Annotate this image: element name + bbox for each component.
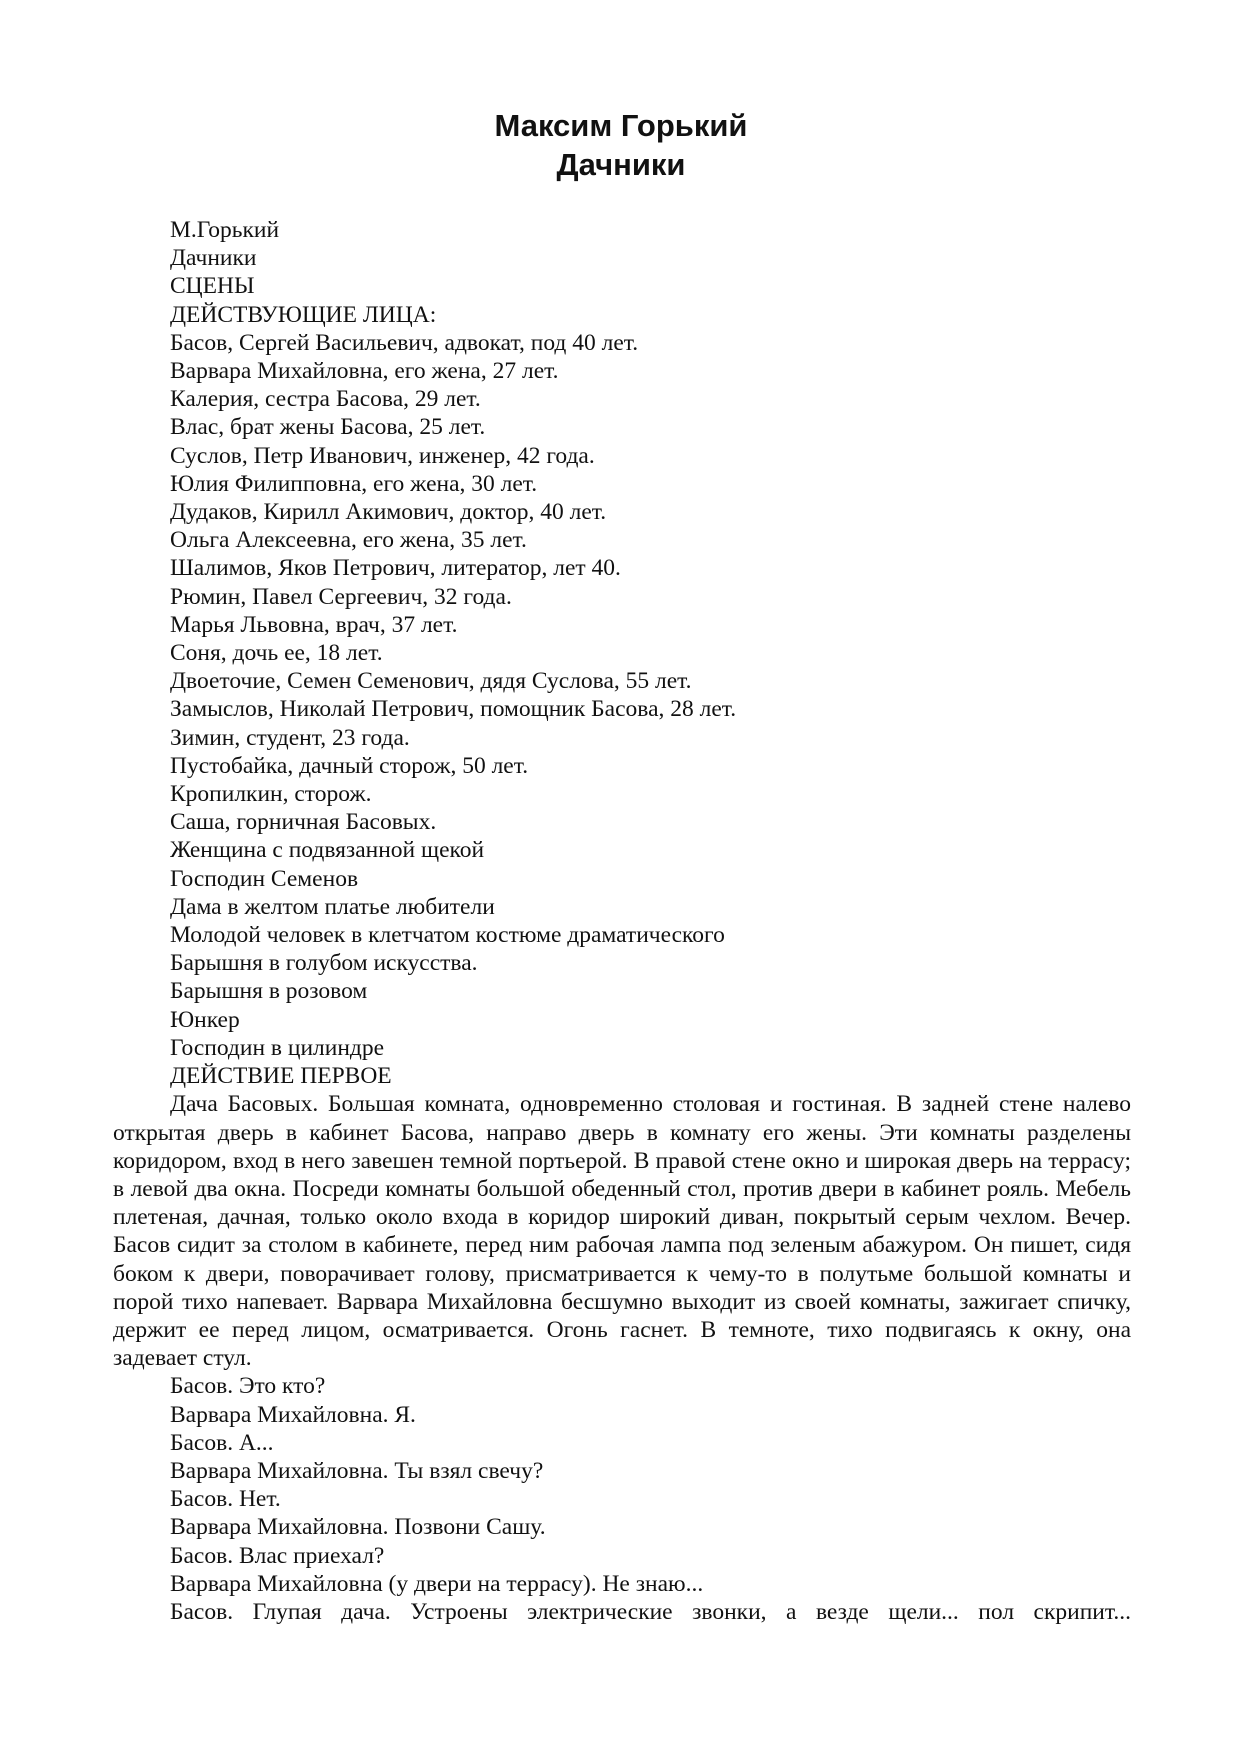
cast-item: Господин в цилиндре [170,1034,385,1061]
act-heading: ДЕЙСТВИЕ ПЕРВОЕ [170,1063,392,1090]
work-title: Дачники [556,147,686,182]
author-title: Максим Горький [494,108,748,143]
cast-item: Соня, дочь ее, 18 лет. [170,640,383,667]
cast-item: Марья Львовна, врач, 37 лет. [170,611,458,638]
cast-item: Пустобайка, дачный сторож, 50 лет. [170,752,529,779]
cast-item: Шалимов, Яков Петрович, литератор, лет 40. [170,555,621,582]
header-line: Дачники [170,245,257,272]
cast-item: Кропилкин, сторож. [170,781,372,808]
cast-item: Варвара Михайловна, его жена, 27 лет. [170,358,559,385]
dialogue-line: Басов. Влас приехал? [170,1542,385,1569]
cast-item: Господин Семенов [170,865,359,892]
cast-item: Молодой человек в клетчатом костюме драматического [170,922,725,949]
section-heading: ДЕЙСТВУЮЩИЕ ЛИЦА: [170,301,437,328]
cast-item: Замыслов, Николай Петрович, помощник Басова, 28 лет. [170,696,737,723]
cast-item: Калерия, сестра Басова, 29 лет. [170,386,481,413]
cast-item: Влас, брат жены Басова, 25 лет. [170,414,486,441]
cast-item: Женщина с подвязанной щекой [170,837,485,864]
cast-item: Басов, Сергей Васильевич, адвокат, под 40 лет. [170,329,639,356]
dialogue-line: Басов. А... [170,1429,274,1456]
dialogue-line: Варвара Михайловна (у двери на террасу). Не знаю... [170,1570,704,1597]
cast-item: Дудаков, Кирилл Акимович, доктор, 40 лет. [170,499,607,526]
cast-item: Барышня в голубом искусства. [170,950,478,977]
cast-item: Саша, горничная Басовых. [170,809,437,836]
dialogue-line-continued: Басов. Глупая дача. Устроены электрические звонки, а везде щели... пол скрипит... [170,1598,1131,1625]
dialogue-line: Варвара Михайловна. Ты взял свечу? [170,1457,544,1484]
cast-item: Ольга Алексеевна, его жена, 35 лет. [170,527,527,554]
dialogue-line: Басов. Это кто? [170,1373,326,1400]
dialogue-line: Варвара Михайловна. Позвони Сашу. [170,1514,546,1541]
document-body [113,216,1131,1626]
cast-item: Рюмин, Павел Сергеевич, 32 года. [170,583,512,610]
cast-item: Юлия Филипповна, его жена, 30 лет. [170,470,538,497]
cast-item: Суслов, Петр Иванович, инженер, 42 года. [170,442,595,469]
cast-item: Юнкер [170,1006,240,1033]
cast-item: Зимин, студент, 23 года. [170,724,410,751]
dialogue-line: Басов. Нет. [170,1486,281,1513]
title-block [0,106,1242,184]
section-heading: СЦЕНЫ [170,273,255,300]
cast-item: Барышня в розовом [170,978,368,1005]
stage-direction-paragraph: Дача Басовых. Большая комната, одновременно столовая и гостиная. В задней стене налево открытая дверь в кабинет Басова, направо дверь в комнату его жены. Эти комнаты разделены коридором, вход в него завешен темной портьерой. В правой стене окно и широкая дверь на террасу; в левой два окна. Посреди комнаты большой обеденный стол, против двери в кабинет рояль. Мебель плетеная, дачная, только около входа в коридор широкий диван, покрытый серым чехлом. Вечер. Басов сидит за столом в кабинете, перед ним рабочая лампа под зеленым абажуром. Он пишет, сидя боком к двери, поворачивает голову, присматривается к чему-то в полутьме большой комнаты и порой тихо напевает. Варвара Михайловна бесшумно выходит из своей комнаты, зажигает спичку, держит ее перед лицом, осматривается. Огонь гаснет. В темноте, тихо подвигаясь к окну, она задевает стул. [113,1091,1131,1372]
cast-item: Дама в желтом платье любители [170,893,495,920]
cast-item: Двоеточие, Семен Семенович, дядя Суслова, 55 лет. [170,668,692,695]
header-line: М.Горький [170,217,280,243]
dialogue-line: Варвара Михайловна. Я. [170,1401,416,1428]
